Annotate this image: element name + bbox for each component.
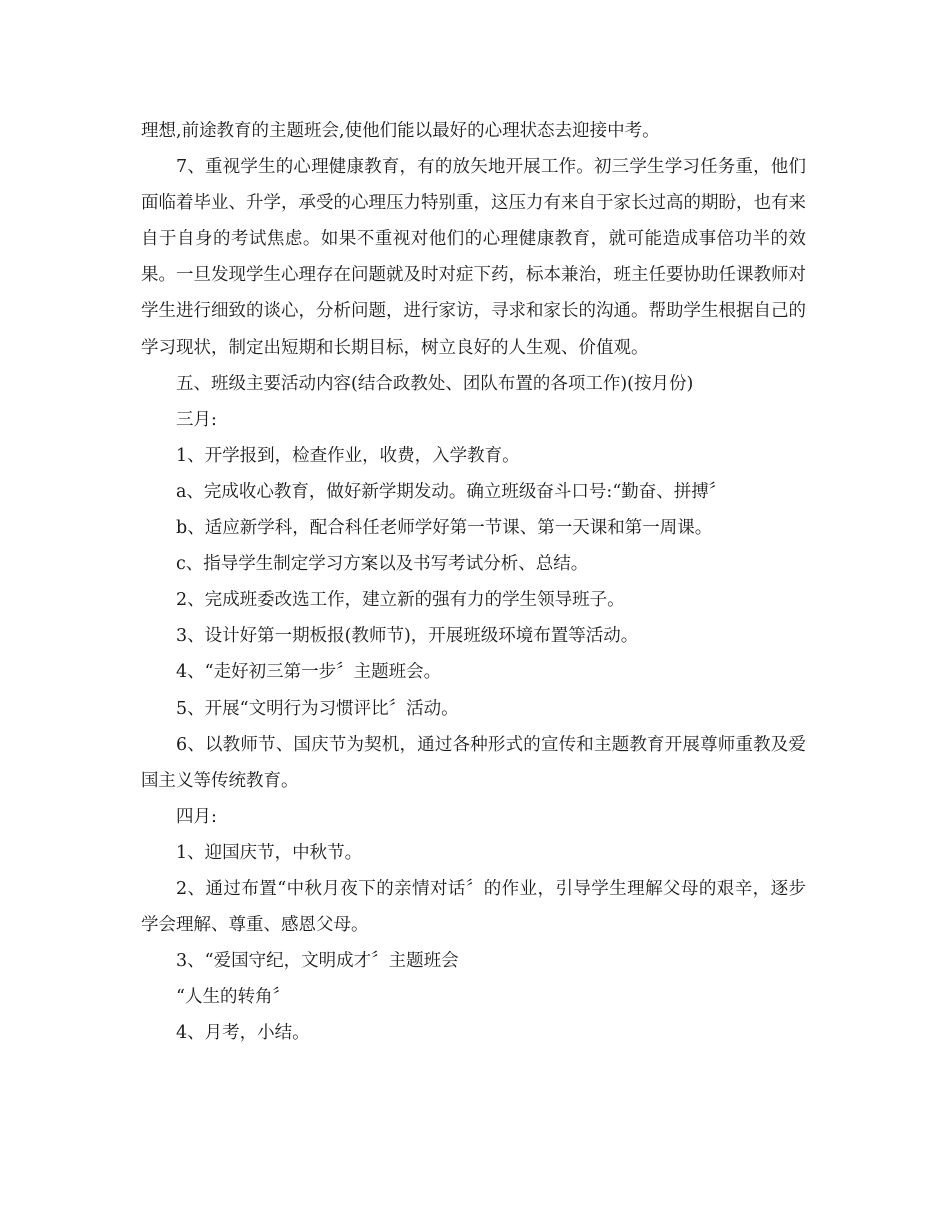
paragraph-item-7: 7、重视学生的心理健康教育，有的放矢地开展工作。初三学生学习任务重，他们面临着毕业、升学，承受的心理压力特别重，这压力有来自于家长过高的期盼，也有来自于自身的考试焦虑。如果不重视对他们的心理健康教育，就可能造成事倍功半的效果。一旦发现学生心理存在问题就及时对症下药，标本兼治，班主任要协助任课教师对学生进行细致的谈心，分析问题，进行家访，寻求和家长的沟通。帮助学生根据自己的学习现状，制定出短期和长期目标，树立良好的人生观、价值观。: [141, 157, 806, 358]
list-item: 2、完成班委改选工作，建立新的强有力的学生领导班子。: [176, 590, 625, 611]
list-item: 5、开展“文明行为习惯评比〞活动。: [176, 698, 459, 719]
list-subitem: a、完成收心教育，做好新学期发动。确立班级奋斗口号:“勤奋、拼搏〞: [176, 481, 727, 502]
paragraph-continuation: 理想,前途教育的主题班会,使他们能以最好的心理状态去迎接中考。: [141, 121, 660, 141]
list-item: 6、以教师节、国庆节为契机，通过各种形式的宣传和主题教育开展尊师重教及爱国主义等传统教育。: [141, 734, 806, 791]
month-heading-april: 四月:: [176, 806, 217, 827]
list-subitem: c、指导学生制定学习方案以及书写考试分析、总结。: [176, 554, 589, 575]
section-heading: 五、班级主要活动内容(结合政教处、团队布置的各项工作)(按月份): [176, 373, 694, 394]
list-item: 4、“走好初三第一步〞主题班会。: [176, 662, 442, 683]
list-item: 3、“爱国守纪，文明成才〞主题班会: [176, 951, 459, 972]
document-body: [141, 113, 806, 1051]
month-heading-march: 三月:: [176, 409, 217, 430]
list-subitem: b、适应新学科，配合科任老师学好第一节课、第一天课和第一周课。: [176, 518, 713, 539]
list-subitem: “人生的转角〞: [176, 987, 290, 1008]
list-item: 1、开学报到，检查作业，收费，入学教育。: [176, 445, 520, 466]
list-item: 1、迎国庆节，中秋节。: [176, 842, 363, 863]
list-item: 3、设计好第一期板报(教师节)，开展班级环境布置等活动。: [176, 626, 639, 647]
list-item: 4、月考，小结。: [176, 1023, 310, 1044]
list-item: 2、通过布置“中秋月夜下的亲情对话〞的作业，引导学生理解父母的艰辛，逐步学会理解、尊重、感恩父母。: [141, 878, 806, 936]
